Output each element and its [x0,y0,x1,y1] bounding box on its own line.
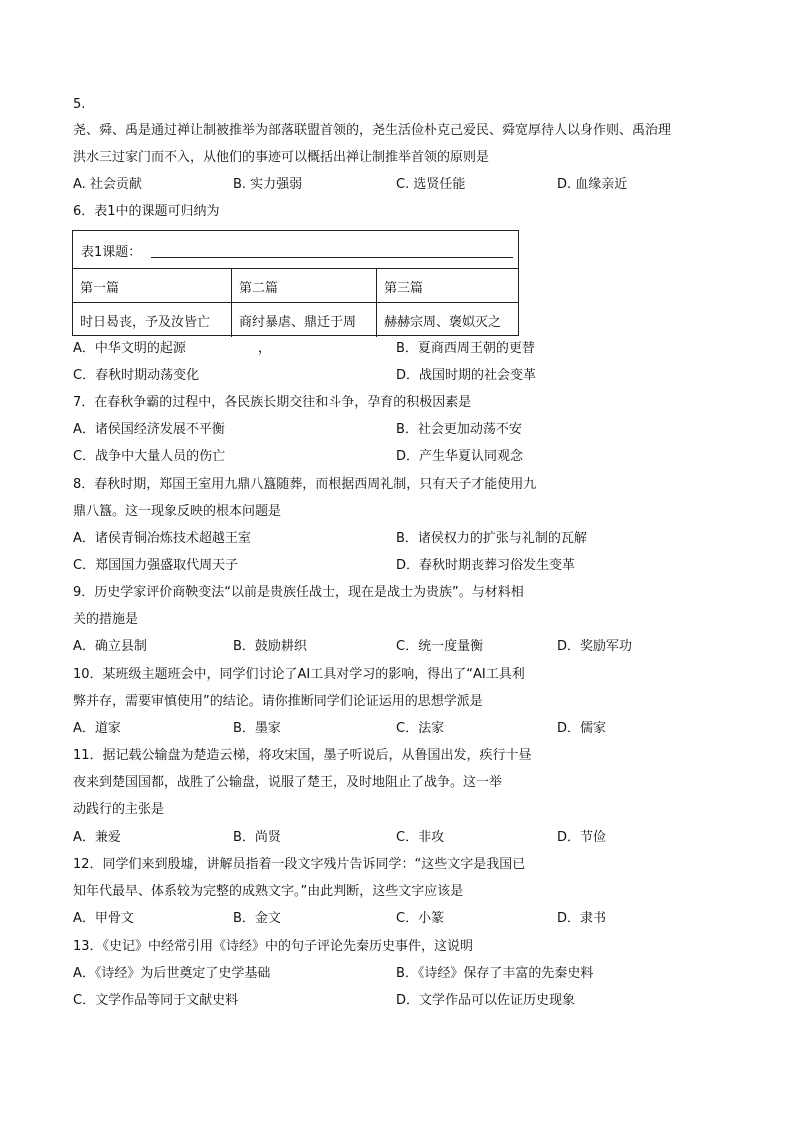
q13-option-c: C．文学作品等同于文献史料 [73,993,239,1008]
q5-number: 5. [73,97,86,112]
table-cell-1: 时日曷丧，予及汝皆亡 [80,315,211,330]
q11-option-b: B．尚贤 [233,830,281,845]
q11-stem-line1: 11．据记载公输盘为楚造云梯，将攻宋国，墨子听说后，从鲁国出发，疾行十昼 [73,748,532,763]
q5-option-d: D. 血缘亲近 [557,177,628,192]
q6-stem: 6．表1中的课题可归纳为 [73,204,220,219]
q13-option-d: D．文学作品可以佐证历史现象 [396,993,576,1008]
q8-stem-line1: 8．春秋时期，郑国王室用九鼎八簋随葬，而根据西周礼制，只有天子才能使用九 [73,477,537,492]
q5-stem-line2: 洪水三过家门而不入，从他们的事迹可以概括出禅让制推举首领的原则是 [73,150,490,165]
table-header-cell [377,269,518,302]
q5-stem-line1: 尧、舜、禹是通过禅让制被推举为部落联盟首领的，尧生活俭朴克己爱民、舜宽厚待人以身作则、禹治理 [73,123,672,138]
q5-option-b: B. 实力强弱 [233,177,303,192]
q11-option-a: A．兼爱 [73,830,121,845]
q12-option-a: A．甲骨文 [73,911,134,926]
q8-option-b: B．诸侯权力的扩张与礼制的瓦解 [396,531,587,546]
q5-option-a: A. 社会贡献 [73,177,142,192]
q6-option-b: B．夏商西周王朝的更替 [396,341,535,356]
q9-option-a: A．确立县制 [73,639,147,654]
q6-table [72,230,519,336]
q13-stem: 13．《史记》中经常引用《诗经》中的句子评论先秦历史事件，这说明 [73,939,474,954]
table-cell [377,303,518,337]
q11-option-d: D．节俭 [557,830,607,845]
table-header-cell [73,269,232,302]
q10-stem-line1: 10．某班级主题班会中，同学们讨论了AI工具对学习的影响，得出了“AI工具利 [73,667,525,682]
q9-option-c: C．统一度量衡 [396,639,484,654]
q10-stem-line2: 弊并存，需要审慎使用”的结论。请你推断同学们论证运用的思想学派是 [73,694,483,709]
q13-option-b: B．《诗经》保存了丰富的先秦史料 [396,966,594,981]
table-header-cell [232,269,377,302]
q7-option-c: C．战争中大量人员的伤亡 [73,449,226,464]
q7-option-b: B．社会更加动荡不安 [396,422,522,437]
q7-option-d: D．产生华夏认同观念 [396,449,524,464]
q10-option-c: C．法家 [396,721,445,736]
table-cell-3: 赫赫宗周、褒姒灭之 [384,315,502,330]
q9-option-b: B．鼓励耕织 [233,639,307,654]
q12-option-b: B．金文 [233,911,281,926]
q10-option-b: B．墨家 [233,721,281,736]
table-caption-blank [151,257,513,258]
q8-stem-line2: 鼎八簋。这一现象反映的根本问题是 [73,504,282,519]
table-header-row [73,269,518,303]
q11-stem-line3: 动践行的主张是 [73,802,165,817]
table-header-1: 第一篇 [80,281,120,296]
table-caption-row [73,231,518,269]
q12-option-d: D．隶书 [557,911,607,926]
q5-option-c: C. 选贤任能 [396,177,466,192]
q11-option-c: C．非攻 [396,830,445,845]
q7-option-a: A．诸侯国经济发展不平衡 [73,422,225,437]
q6-option-a: A．中华文明的起源 [73,341,186,356]
table-caption: 表1课题： [81,245,142,260]
q6-option-d: D．战国时期的社会变革 [396,368,537,383]
q10-option-a: A．道家 [73,721,121,736]
q8-option-c: C．郑国国力强盛取代周天子 [73,558,239,573]
q8-option-d: D．春秋时期丧葬习俗发生变革 [396,558,576,573]
q9-stem-line2: 关的措施是 [73,612,139,627]
q12-stem-line2: 知年代最早、体系较为完整的成熟文字。”由此判断，这些文字应该是 [73,884,464,899]
q10-option-d: D．儒家 [557,721,607,736]
table-cell [232,303,377,337]
q11-stem-line2: 夜来到楚国国都，战胜了公输盘，说服了楚王，及时地阻止了战争。这一举 [73,775,503,790]
q12-stem-line1: 12．同学们来到殷墟，讲解员指着一段文字残片告诉同学：“这些文字是我国已 [73,857,526,872]
q9-stem-line1: 9．历史学家评价商鞅变法“以前是贵族任战士，现在是战士为贵族”。与材料相 [73,585,524,600]
q6-option-c: C．春秋时期动荡变化 [73,368,200,383]
q9-option-d: D．奖励军功 [557,639,633,654]
table-cell-2: 商纣暴虐、鼎迁于周 [239,315,357,330]
table-header-3: 第三篇 [384,281,424,296]
q12-option-c: C．小篆 [396,911,445,926]
q7-stem: 7．在春秋争霸的过程中，各民族长期交往和斗争，孕育的积极因素是 [73,395,472,410]
table-row [73,303,518,337]
q8-option-a: A．诸侯青铜冶炼技术超越王室 [73,531,251,546]
q13-option-a: A．《诗经》为后世奠定了史学基础 [73,966,271,981]
q6-stray-comma: ， [258,341,272,356]
table-header-2: 第二篇 [239,281,279,296]
table-cell [73,303,232,337]
